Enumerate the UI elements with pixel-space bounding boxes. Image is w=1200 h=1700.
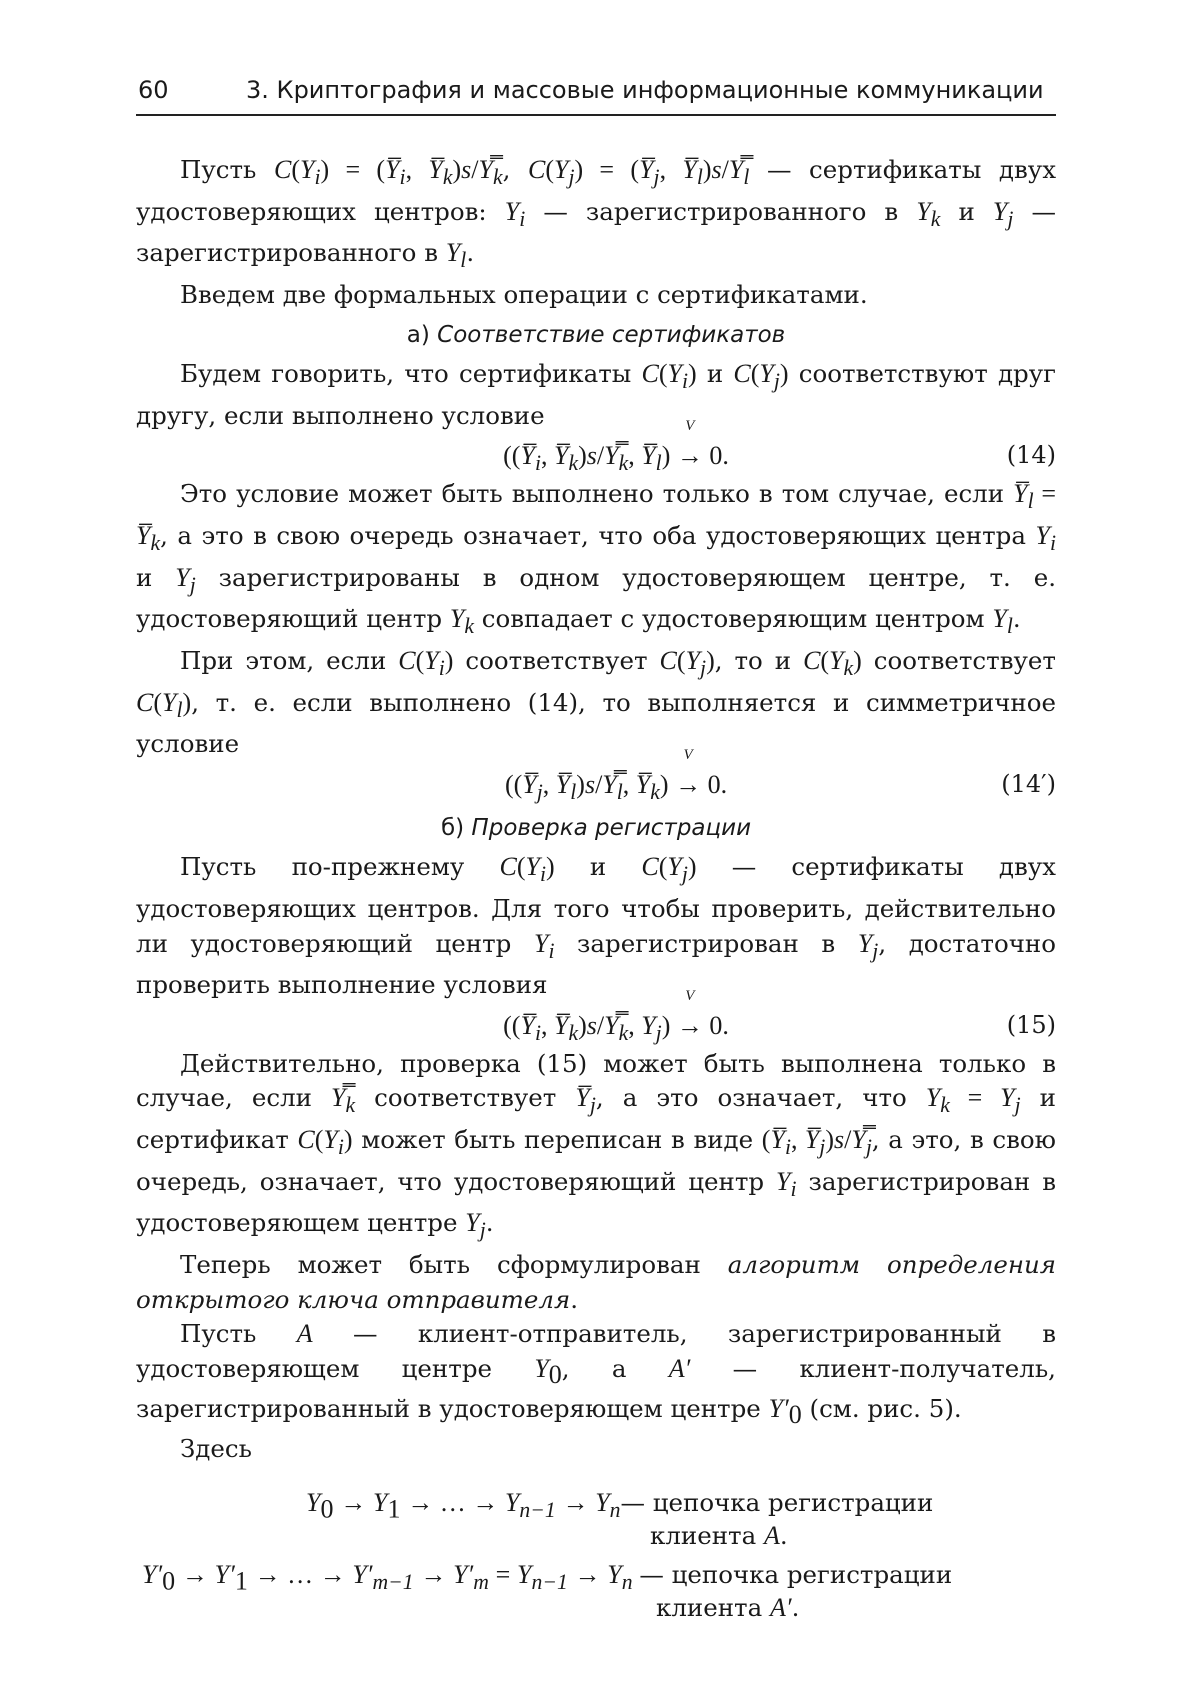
paragraph-symmetric-condition: При этом, если $C(Y_i)$ соответствует $C(Y_j)$, то и $C(Y_k)$ соответствует $C(Y_l)$, т. е. если выполнено (14), то выполняется и симметричное условие — [136, 646, 1056, 759]
paragraph-here: Здесь — [180, 1434, 252, 1464]
subheading-a-label: а) — [406, 321, 430, 348]
equation-14-prime-label: (14′) — [1001, 769, 1056, 798]
subheading-b-label: б) — [440, 814, 465, 841]
chain-client-a-prime: $Y'_0 \to Y'_1$ → … → $Y'_{m-1} \to Y'_m = Y_{n-1} \to Y_n$ — цепочка регистрации — [142, 1559, 953, 1596]
page-number: 60 — [138, 76, 169, 104]
paragraph-algorithm-intro: Теперь может быть сформулирован алгоритм определения открытого ключа отправителя. — [136, 1250, 1057, 1314]
subheading-registration-check — [136, 811, 1056, 846]
equation-14-label: (14) — [1006, 441, 1056, 470]
equation-14 — [136, 418, 1056, 477]
registration-chains — [136, 1485, 1056, 1645]
equation-15-label: (15) — [1006, 1010, 1056, 1039]
subheading-correspondence — [136, 318, 1056, 353]
running-header — [136, 74, 1056, 116]
equation-15-expression: (($Y̅_i$, $Y̅_k)s/Y̿_k$, $Y_j$) V → 0. — [503, 987, 729, 1045]
subheading-a-title: Соответствие сертификатов — [437, 321, 786, 348]
paragraph-two-operations: Введем две формальных операции с сертификатами. — [180, 280, 868, 310]
paragraph-sender-receiver: Пусть A — клиент-отправитель, зарегистрированный в удостоверяющем центре $Y_0$, а A′ — клиент-получатель, зарегистрированный в удостоверяющем центре $Y'_0$ (см. рис. 5). — [136, 1319, 1056, 1429]
paragraph-condition-explanation: Это условие может быть выполнено только в том случае, если $Y̅_l$ = $Y̅_k$, а это в свою очередь означает, что оба удостоверяющих центра $Y_i$ и $Y_j$ зарегистрированы в одном удостоверяющем центре, т. е. удостоверяющий центр $Y_k$ совпадает с удостоверяющим центром $Y_l$. — [136, 479, 1057, 639]
page-body — [136, 153, 1056, 1645]
paragraph-registration-check: Пусть по-прежнему $C(Y_i)$ и $C(Y_j)$ — сертификаты двух удостоверяющих центров. Для того чтобы проверить, действительно ли удостоверяющий центр $Y_i$ зарегистрирован в $Y_j$, достаточно проверить выполнение условия — [136, 852, 1056, 1000]
paragraph-correspondence-condition: Будем говорить, что сертификаты $C(Y_i)$ и $C(Y_j)$ соответствуют друг другу, если выполнено условие — [136, 359, 1056, 430]
equation-15 — [136, 987, 1056, 1047]
subheading-b-title: Проверка регистрации — [471, 814, 752, 841]
chain-client-a: $Y_0 \to Y_1$ → … → $Y_{n-1}$ → $Y_n—$ цепочка регистрации — [306, 1487, 934, 1524]
equation-14-prime — [136, 746, 1056, 806]
chain-client-a-continuation: клиента A. — [650, 1520, 788, 1550]
paragraph-check-explanation: Действительно, проверка (15) может быть выполнена только в случае, если $Y̿_k$ соответствует $Y̅_j$, а это означает, что $Y_k = Y_j$ и сертификат $C(Y_i)$ может быть переписан в виде ($Y̅_i$, $Y̅_j)s/Y̿_j$, а это, в свою очередь, означает, что удостоверяющий центр $Y_i$ зарегистрирован в удостоверяющем центре $Y_j$. — [136, 1048, 1057, 1243]
equation-14-expression: (($Y̅_i$, $Y̅_k)s/Y̿_k$, $Y̅_l$) V → 0. — [503, 418, 729, 476]
paragraph-certificates-definition: Пусть $C(Y_i)$ = ($Y̅_i$, $Y̅_k)s/Y̿_k$, $C(Y_j)$ = ($Y̅_j$, $Y̅_l)s/Y̿_l$ — сертификаты двух удостоверяющих центров: $Y_i$ — зарегистрированного в $Y_k$ и $Y_j$ — зарегистрированного в $Y_l$. — [136, 155, 1057, 273]
algorithm-term: алгоритм определения открытого ключа отправителя — [136, 1250, 1057, 1314]
running-title: 3. Криптография и массовые информационные коммуникации — [246, 76, 1044, 104]
equation-14-prime-expression: (($Y̅_j$, $Y̅_l)s/Y̿_l$, $Y̅_k$) V → 0. — [504, 746, 728, 805]
chain-client-a-prime-continuation: клиента A′. — [656, 1592, 800, 1622]
